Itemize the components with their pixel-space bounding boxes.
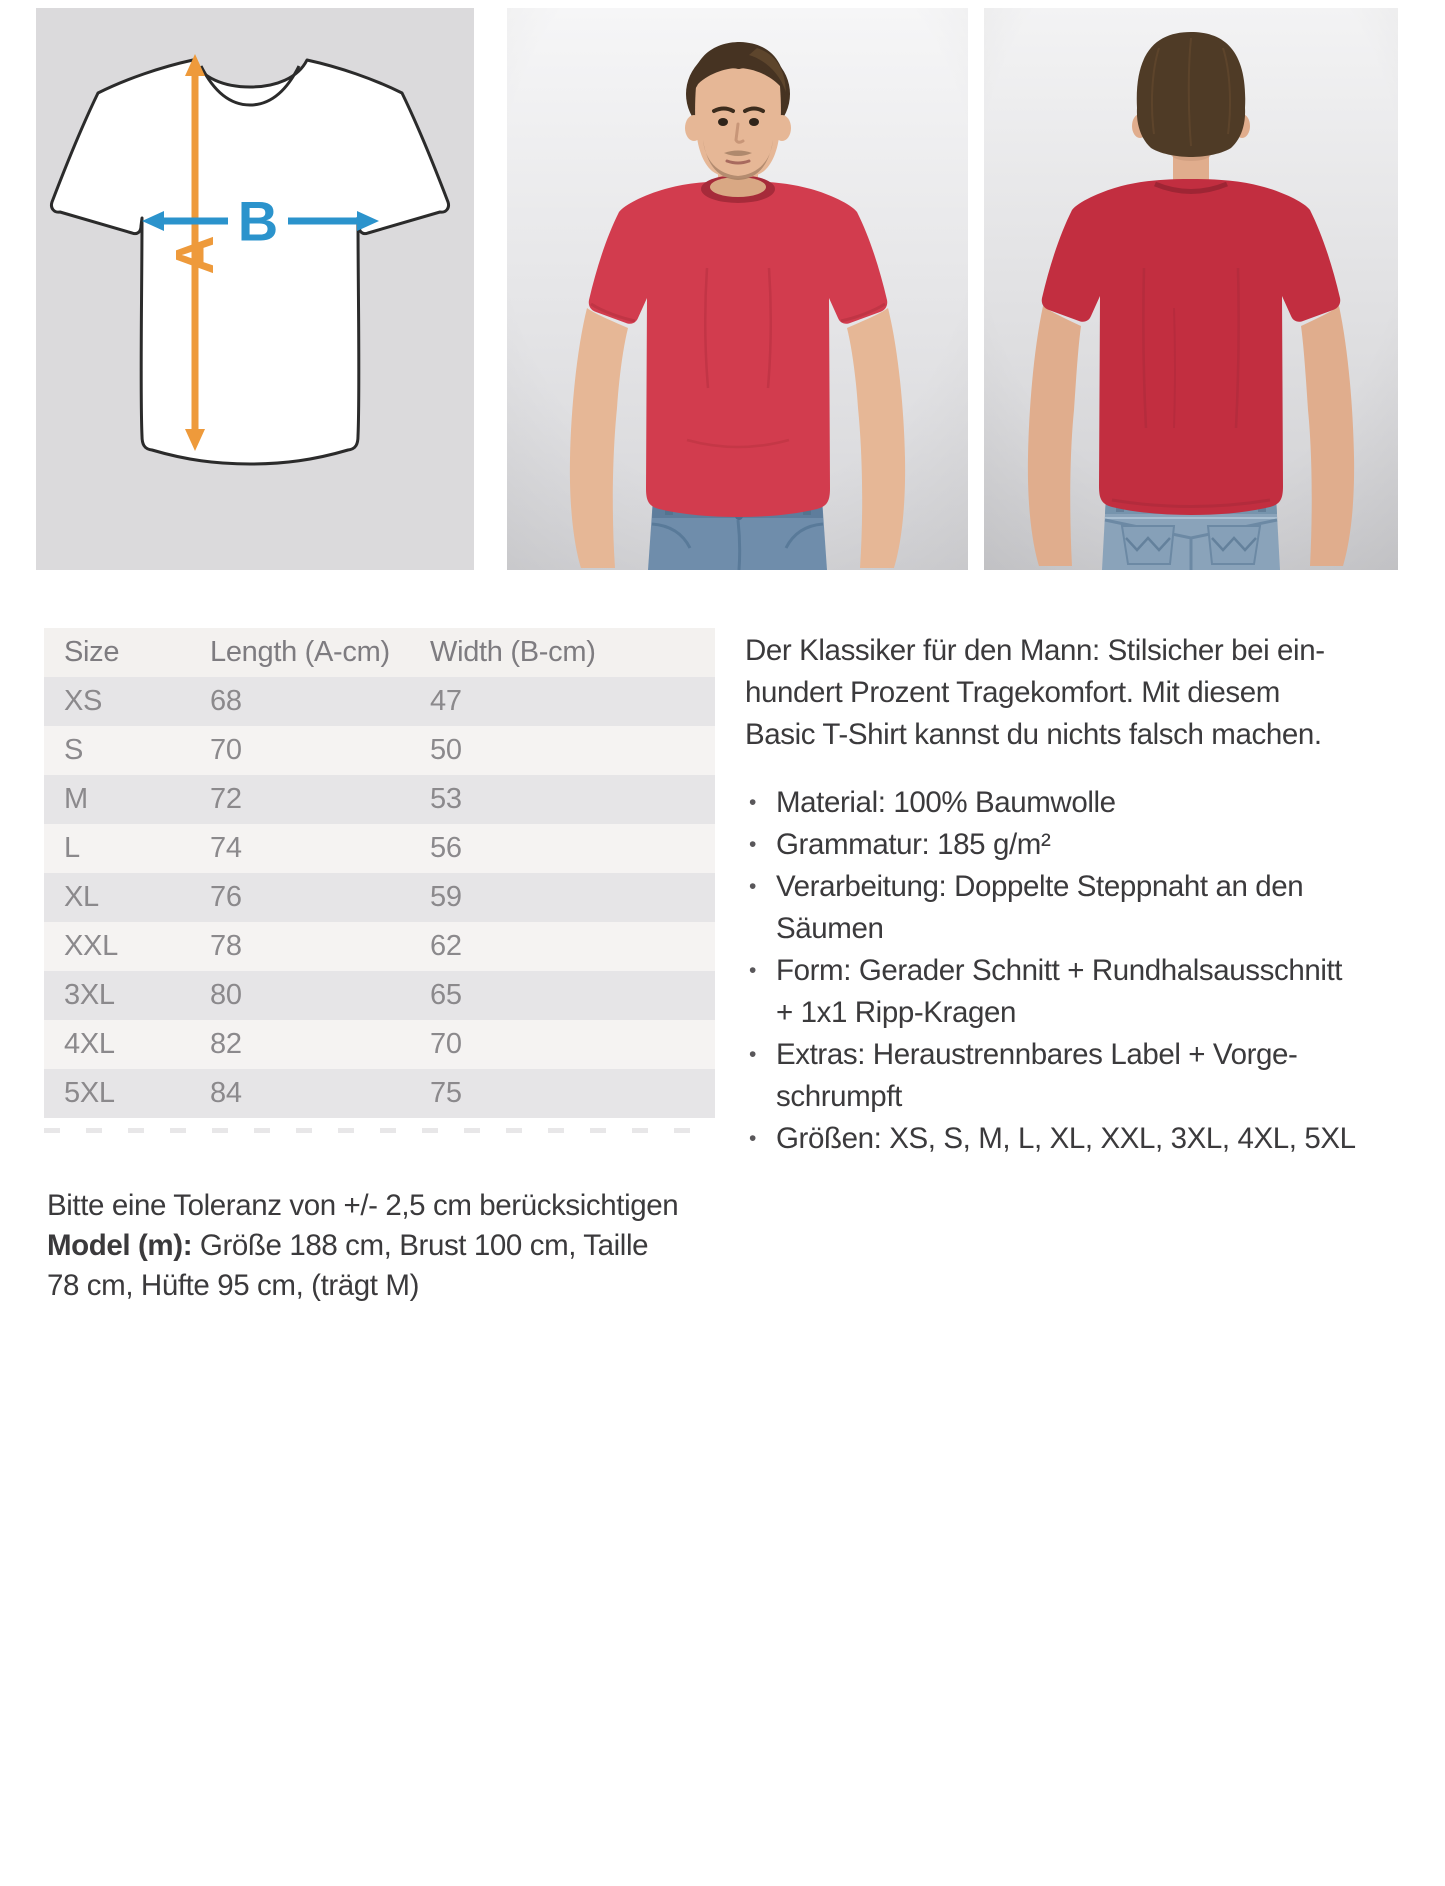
size-table xyxy=(44,628,715,1118)
model-info-line1 xyxy=(47,1226,687,1266)
intro-line: hundert Prozent Tragekomfort. Mit diesem xyxy=(745,676,1280,709)
width-cell: 65 xyxy=(430,979,462,1011)
length-cell: 76 xyxy=(210,881,242,913)
model-info-text: Größe 188 cm, Brust 100 cm, Taille xyxy=(192,1229,649,1262)
tolerance-note: Bitte eine Toleranz von +/- 2,5 cm berücksichtigen xyxy=(47,1189,679,1222)
feature-item-verarbeitung-cont: Säumen xyxy=(776,912,884,945)
size-cell: XL xyxy=(64,881,99,913)
table-row xyxy=(44,922,715,971)
length-cell: 72 xyxy=(210,783,242,815)
model-back-illustration xyxy=(984,8,1398,570)
feature-item-material: • Material: 100% Baumwolle xyxy=(745,782,1443,824)
size-cell: 4XL xyxy=(64,1028,115,1060)
size-table-header xyxy=(44,628,715,677)
model-front-illustration xyxy=(507,8,968,570)
width-cell: 75 xyxy=(430,1077,462,1109)
intro-line: Der Klassiker für den Mann: Stilsicher bei ein- xyxy=(745,634,1325,667)
width-cell: 59 xyxy=(430,881,462,913)
arrow-b-line-left xyxy=(162,218,228,225)
table-row xyxy=(44,726,715,775)
model-info-line2: 78 cm, Hüfte 95 cm, (trägt M) xyxy=(47,1269,420,1302)
size-cell: M xyxy=(64,783,88,815)
size-cell: S xyxy=(64,734,84,766)
size-cell: 3XL xyxy=(64,979,115,1011)
size-measurement-diagram xyxy=(36,8,474,570)
size-cell: XXL xyxy=(64,930,118,962)
width-cell: 47 xyxy=(430,685,462,717)
width-cell: 62 xyxy=(430,930,462,962)
table-row xyxy=(44,775,715,824)
column-header-width: Width (B-cm) xyxy=(430,636,596,668)
feature-item-form-cont: + 1x1 Ripp-Kragen xyxy=(776,996,1017,1029)
size-cell: XS xyxy=(64,685,103,717)
model-back-photo xyxy=(984,8,1398,570)
intro-line: Basic T-Shirt kannst du nichts falsch machen. xyxy=(745,718,1322,751)
model-info-label: Model (m): xyxy=(47,1229,193,1262)
length-cell: 82 xyxy=(210,1028,242,1060)
arrow-b-line-right xyxy=(288,218,359,225)
length-cell: 78 xyxy=(210,930,242,962)
length-cell: 68 xyxy=(210,685,242,717)
tshirt-measure-illustration xyxy=(36,8,474,570)
table-row xyxy=(44,1069,715,1118)
table-row xyxy=(44,1020,715,1069)
feature-list xyxy=(745,782,1443,1160)
label-a: A xyxy=(165,235,225,275)
table-row xyxy=(44,873,715,922)
feature-item-extras: • Extras: Heraustrennbares Label + Vorge- xyxy=(745,1034,1443,1076)
length-cell: 74 xyxy=(210,832,242,864)
width-cell: 53 xyxy=(430,783,462,815)
width-cell: 56 xyxy=(430,832,462,864)
size-cell: 5XL xyxy=(64,1077,115,1109)
feature-item-groessen: • Größen: XS, S, M, L, XL, XXL, 3XL, 4XL, 5XL xyxy=(745,1118,1443,1160)
length-cell: 80 xyxy=(210,979,242,1011)
cropped-row-remnant xyxy=(44,1128,715,1133)
model-back-head xyxy=(1137,32,1245,157)
length-cell: 70 xyxy=(210,734,242,766)
description-intro xyxy=(745,630,1443,756)
feature-item-grammatur: • Grammatur: 185 g/m² xyxy=(745,824,1443,866)
feature-item-extras-cont: schrumpft xyxy=(776,1080,902,1113)
table-row xyxy=(44,677,715,726)
width-cell: 70 xyxy=(430,1028,462,1060)
feature-item-form: • Form: Gerader Schnitt + Rundhalsausschnitt xyxy=(745,950,1443,992)
column-header-size: Size xyxy=(64,636,120,668)
feature-item-verarbeitung: • Verarbeitung: Doppelte Steppnaht an den xyxy=(745,866,1443,908)
length-cell: 84 xyxy=(210,1077,242,1109)
table-row xyxy=(44,824,715,873)
product-description xyxy=(745,630,1443,1160)
measurement-notes xyxy=(47,1186,687,1306)
width-cell: 50 xyxy=(430,734,462,766)
label-b: B xyxy=(237,189,279,253)
table-row xyxy=(44,971,715,1020)
column-header-length: Length (A-cm) xyxy=(210,636,390,668)
size-cell: L xyxy=(64,832,80,864)
model-front-photo xyxy=(507,8,968,570)
